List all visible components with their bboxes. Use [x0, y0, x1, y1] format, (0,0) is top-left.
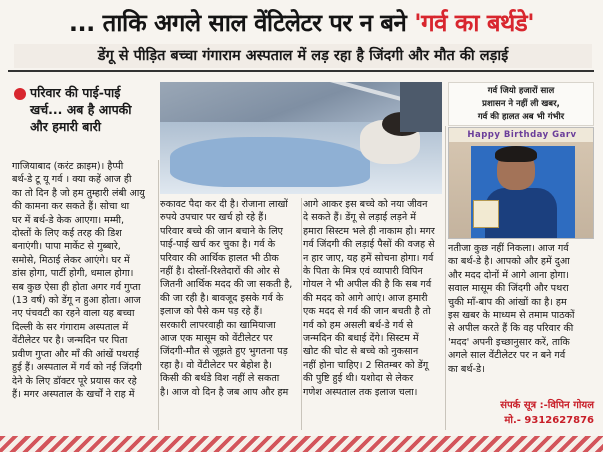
article-line: की कामना कर सकते हैं। सोचा था [12, 201, 130, 213]
caption-line: गर्व की हालत अब भी गंभीर [477, 112, 565, 122]
kicker-line: और हमारी बारी [30, 119, 102, 134]
bottom-decorative-border [0, 436, 603, 452]
article-line: (13 वर्ष) को डेंगू न हुआ होता। आज [12, 295, 141, 307]
article-line: की मदद को आगे आएं। आज हमारी [303, 292, 428, 304]
article-line: रुपये उपचार पर खर्च हो रहे हैं। [160, 212, 267, 224]
article-line: प्रवीण गुप्ता और माँ की आंखें पथराई [12, 348, 139, 360]
article-line: दे सकते हैं। डेंगू से लड़ाई लड़ने में [303, 212, 417, 224]
article-line: चुकी माँ-बाप की आंखों का है। हम [448, 296, 567, 308]
article-line: से अपील करते हैं कि वह परिवार की [448, 323, 574, 335]
column-divider [445, 126, 446, 430]
article-line: इस खबर के माध्यम से तमाम पाठकों [448, 310, 575, 322]
article-column-2 [160, 198, 300, 399]
headline-main: ... ताकि अगले साल वेंटिलेटर पर न बने [68, 8, 407, 37]
article-line: का बर्थ-डे है। आपको और हमें दुआ [448, 256, 570, 268]
birthday-banner: Happy Birthday Garv [449, 128, 594, 142]
article-column-4 [448, 242, 594, 376]
article-line: गोयल ने भी अपील की है कि सब गर्व [303, 279, 432, 291]
article-line: का तो दिन है जो हम तुम्हारी लंबी आयु [12, 187, 145, 199]
photo-caption [448, 82, 594, 126]
article-column-3 [303, 198, 443, 399]
article-line: है। आज वो दिन है जब आप और हम [160, 386, 289, 398]
article-line: 'मदद' अपनी इच्छानुसार करें, ताकि [448, 336, 570, 348]
article-line: देने के लिए डॉक्टर पूरे प्रयास कर रहे [12, 375, 137, 387]
article-line: सरकारी लापरवाही का खामियाजा [160, 319, 276, 331]
column-divider [301, 198, 302, 430]
article-line: पाई-पाई खर्च कर चुका है। गर्व के [160, 239, 276, 251]
boy-portrait-photo [448, 127, 594, 239]
contact-name: संपर्क सूत्र :-विपिन गोयल [500, 400, 594, 411]
article-line: परिवार की आर्थिक हालत भी ठीक [160, 252, 279, 264]
article-line: जिंदगी-मौत से जूझते हुए भुगतना पड़ [160, 346, 288, 358]
article-line: हुई हैं। अस्पताल में गर्व को नई जिंदगी [12, 362, 142, 374]
article-line: का बर्थ-डे। [448, 363, 485, 375]
article-line: घर में बर्थ-डे केक आएगा। मम्मी, [12, 214, 125, 226]
caption-line: गर्व जियो हजारों साल [487, 86, 555, 96]
article-line: डांस होगा, पार्टी होगी, धमाल होगा। [12, 268, 134, 280]
article-line: गर्व जिंदगी की लड़ाई पैसों की वजह से [303, 239, 435, 251]
article-line: अगले साल वेंटीलेटर पर न बने गर्व [448, 350, 566, 362]
article-line: एक मदद से गर्व की जान बचती है तो [303, 306, 431, 318]
hospital-photo [160, 82, 442, 194]
photo-blanket [170, 137, 370, 187]
article-line: हमारा सिस्टम भले ही नाकाम हो। मगर [303, 225, 435, 237]
article-line: के पिता के मित्र एवं व्यापारी विपिन [303, 266, 423, 278]
caption-line: प्रशासन ने नहीं ली खबर, [482, 99, 560, 109]
article-line: आगे आकर इस बच्चे को नया जीवन [303, 199, 428, 210]
kicker-line: खर्च... अब है आपकी [30, 102, 132, 117]
article-line: की जा रही है। बावजूद इसके गर्व के [160, 292, 284, 304]
article-line: गर्व को हम असली बर्थ-डे गर्व से [303, 319, 413, 331]
article-line: समोसे, मिठाई लेकर आएंगे। घर में [12, 254, 130, 266]
article-line: रुकावट पैदा कर दी है। रोजाना लाखों [160, 199, 288, 210]
article-line: जितनी आर्थिक मदद की जा सकती है, [160, 279, 293, 291]
article-line: वेंटीलेटर पर है। जन्मदिन पर पिता [12, 335, 128, 347]
article-line: किसी की बर्थडे विश नहीं ले सकता [160, 373, 280, 385]
headline-highlight: 'गर्व का बर्थडे' [414, 8, 535, 37]
article-line: की पुष्टि हुई थी। यशोदा से लेकर [303, 373, 414, 385]
kicker-box [12, 84, 158, 156]
contact-info [448, 398, 594, 430]
column-divider [158, 160, 159, 430]
article-line: दोस्तों के लिए कई तरह की डिश [12, 228, 122, 240]
article-line: रहा है। वो वेंटीलेटर पर बेहोश है। [160, 359, 272, 371]
photo-boy-hair [495, 146, 537, 162]
subheadline: डेंगू से पीड़ित बच्चा गंगाराम अस्पताल में लड़ रहा है जिंदगी और मौत की लड़ाई [14, 44, 592, 68]
article-column-1 [12, 160, 158, 401]
kicker-line: परिवार की पाई-पाई [30, 85, 121, 100]
article-line: नहीं है। दोस्तों-रिश्तेदारों की ओर से [160, 266, 280, 278]
headline [4, 2, 599, 42]
article-line: बर्थ-डे टू यू गर्व । क्या कहें आज ही [12, 174, 132, 186]
article-line: सवाल मासूम की जिंदगी और पथरा [448, 283, 569, 295]
article-line: सब कुछ ऐसा ही होता अगर गर्व गुप्ता [12, 281, 141, 293]
article-line: दिल्ली के सर गंगाराम अस्पताल में [12, 321, 129, 333]
article-line: नहीं होना चाहिए। 2 सितम्बर को डेंगू [303, 359, 429, 371]
article-line: जन्मदिन की बधाई देंगे। सिस्टम में [303, 333, 419, 345]
article-line: इलाज को पैसे कम पड़ रहे हैं। [160, 306, 263, 318]
kicker-text [30, 84, 158, 135]
article-line: हैं। मगर अस्पताल के खर्चों ने राह में [12, 388, 135, 400]
contact-phone: मो.- 9312627876 [504, 415, 594, 426]
article-line: गणेश अस्पताल तक इलाज चला। [303, 386, 418, 398]
article-line: और मदद दोनों में आगे आना होगा। [448, 269, 570, 281]
article-line: नए पंचवटी का रहने वाला यह बच्चा [12, 308, 135, 320]
article-line: नतीजा कुछ नहीं निकला। आज गर्व [448, 243, 569, 254]
article-line: न हार जाए, यह हमें सोचना होगा। गर्व [303, 252, 434, 264]
article-line: आज एक मासूम को वेंटीलेटर पर [160, 333, 273, 345]
photo-certificate [473, 200, 499, 228]
photo-ventilator [400, 82, 442, 132]
article-line: परिवार बच्चे की जान बचाने के लिए [160, 225, 283, 237]
header-rule [8, 70, 594, 72]
bullet-dot-icon [14, 88, 26, 100]
article-line: खोट की चोट से बच्चे को नुकसान [303, 346, 419, 358]
article-line: गाजियाबाद (करंट क्राइम)। हैप्पी [12, 161, 124, 172]
article-line: बनाएंगी। पापा मार्केट से गुब्बारे, [12, 241, 121, 253]
